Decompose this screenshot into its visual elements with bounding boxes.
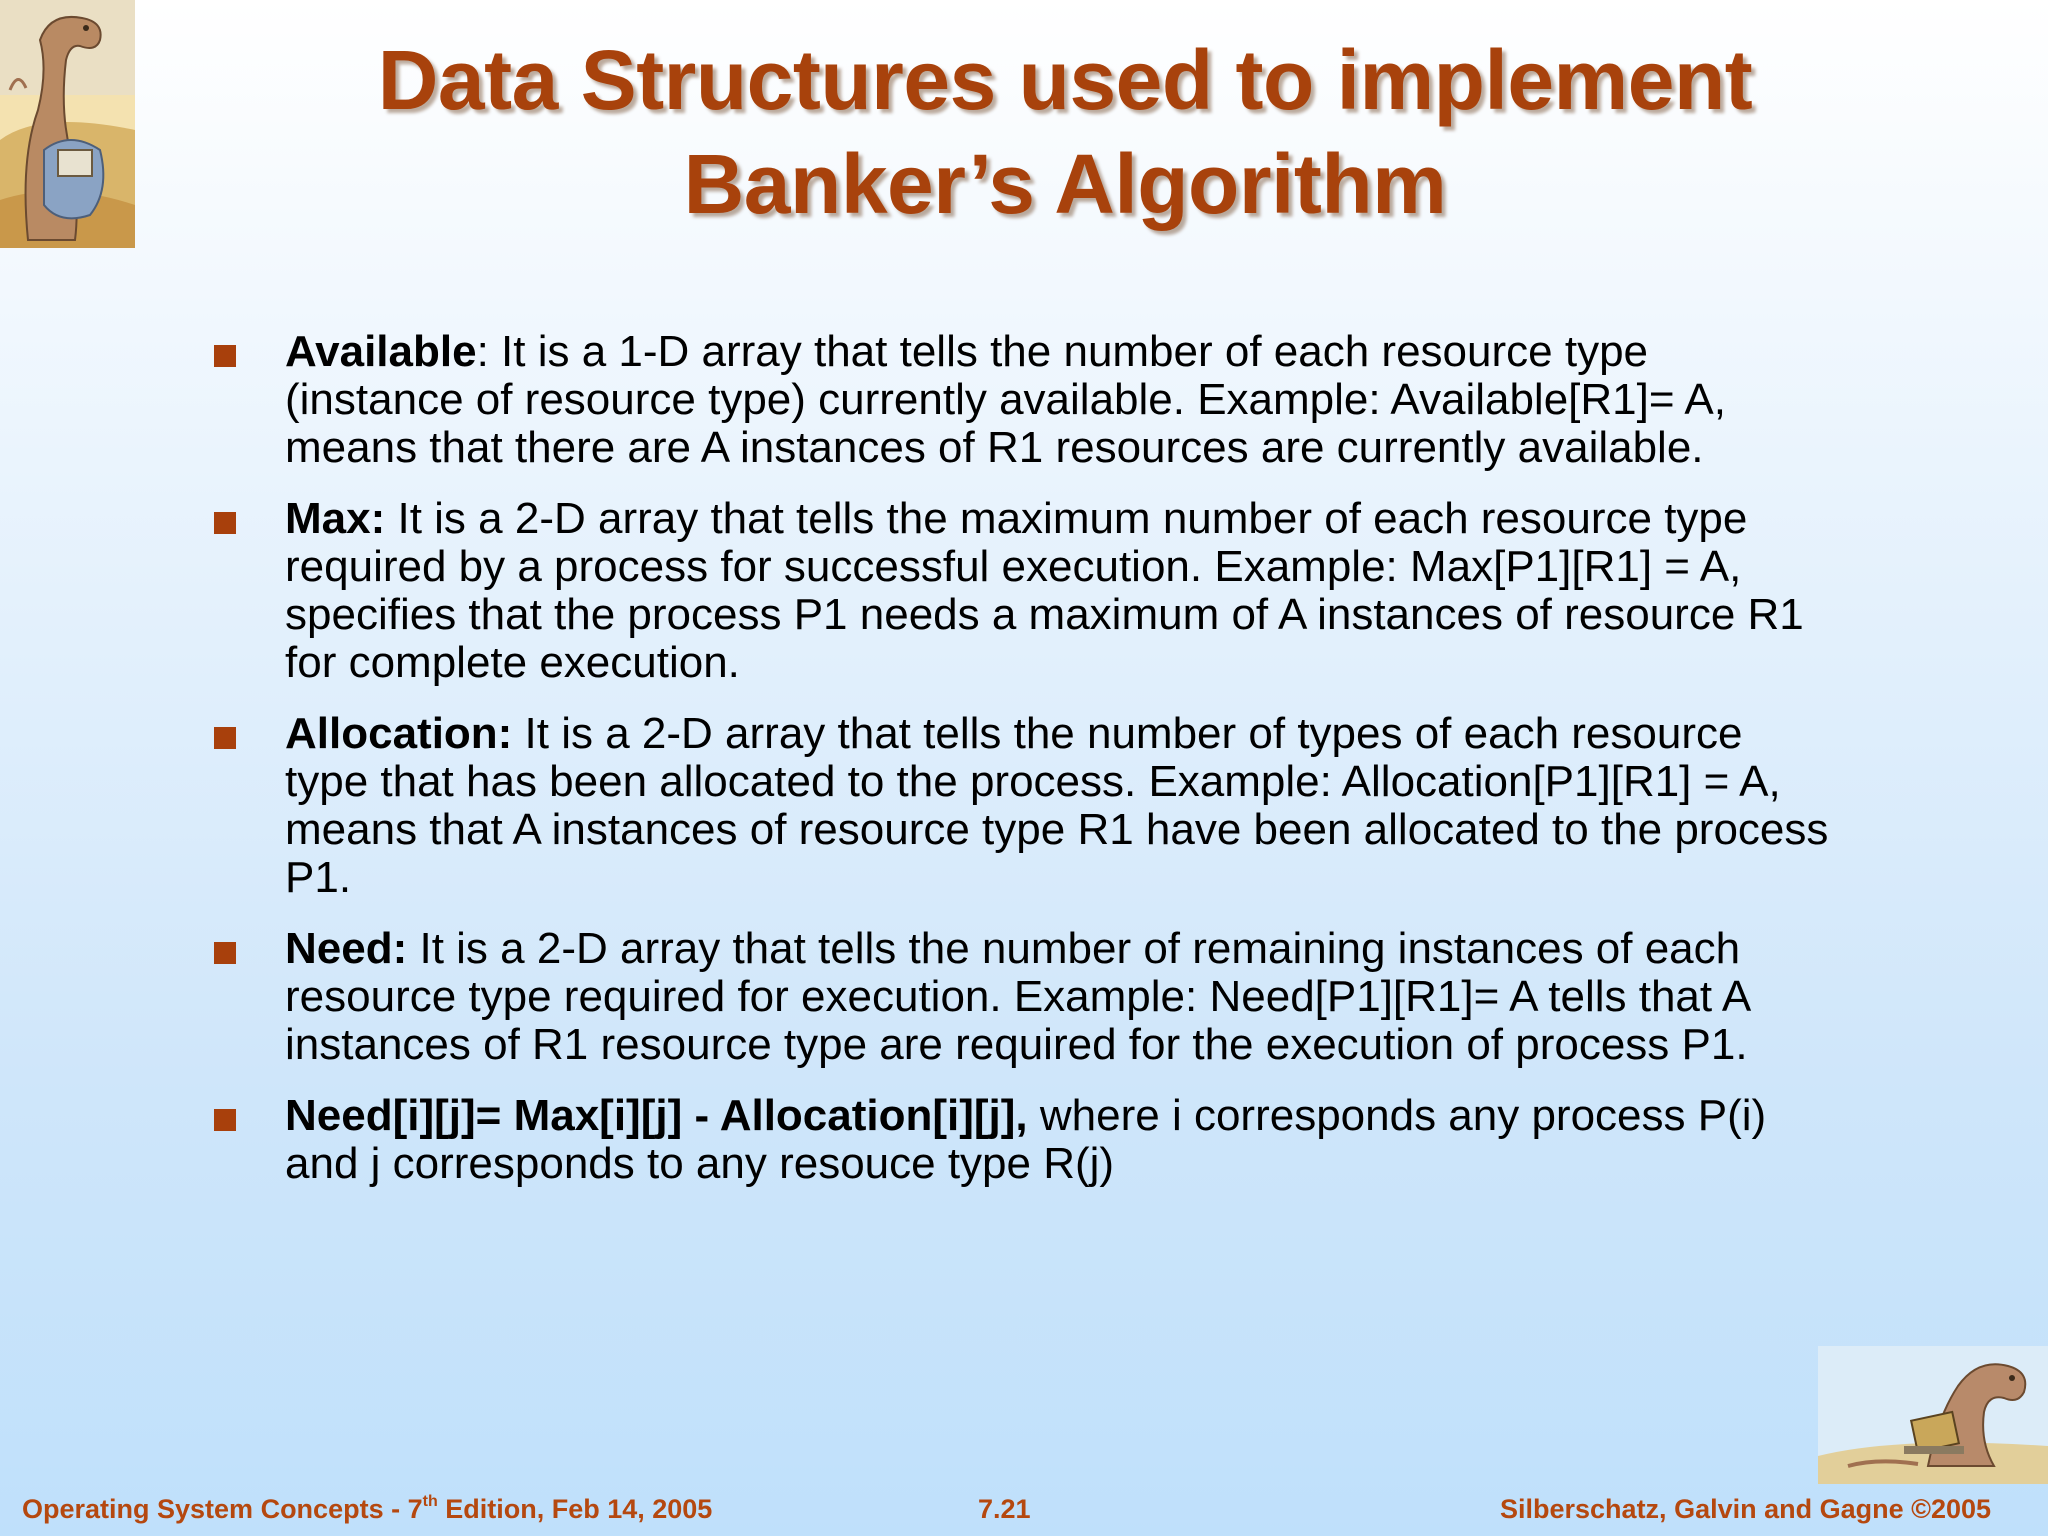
bullet-allocation — [210, 710, 1830, 902]
slide-title-line-1: Data Structures used to implement — [377, 33, 1753, 127]
square-bullet-icon — [214, 1109, 236, 1131]
bullet-text: It is a 2-D array that tells the number of types of each resource type that has been allocated to the process. Example: Allocation[P1][R1] = A, means that A instances of resource type R1 have been allocated to the process P1. — [285, 709, 1829, 902]
bullet-term: Allocation: — [285, 709, 513, 758]
bullet-available — [210, 328, 1830, 472]
bullet-max — [210, 495, 1830, 687]
footer-authors: Silberschatz, Galvin and Gagne ©2005 — [1500, 1494, 1992, 1524]
bullet-text: It is a 2-D array that tells the maximum number of each resource type required by a process for successful execution. Example: Max[P1][R1] = A, specifies that the process P1 needs a maximum of A instances of resource R1 for complete execution. — [285, 494, 1804, 687]
footer-page-number: 7.21 — [978, 1494, 1031, 1524]
bullet-text: : It is a 1-D array that tells the number of each resource type (instance of resource type) currently available. Example: Available[R1]= A, means that there are A instances of R1 resources are currently available. — [285, 327, 1726, 472]
footer-book-superscript: th — [422, 1493, 438, 1510]
slide-title — [200, 28, 1930, 236]
bullet-need — [210, 925, 1830, 1069]
bullet-text: where i corresponds any process P(i) and j corresponds to any resouce type R(j) — [285, 1091, 1767, 1188]
bullet-term: Need[i][j]= Max[i][j] - Allocation[i][j], — [285, 1091, 1028, 1140]
dinosaur-reading-icon — [0, 0, 135, 248]
dinosaur-laptop-icon — [1818, 1346, 2048, 1484]
square-bullet-icon — [214, 512, 236, 534]
footer-book-suffix: Edition, Feb 14, 2005 — [437, 1494, 713, 1524]
footer-book-info — [22, 1493, 712, 1525]
square-bullet-icon — [214, 942, 236, 964]
square-bullet-icon — [214, 727, 236, 749]
bullet-need-formula — [210, 1092, 1830, 1188]
bullet-term: Need: — [285, 924, 408, 973]
square-bullet-icon — [214, 345, 236, 367]
footer-book-prefix: Operating System Concepts - 7 — [22, 1494, 423, 1524]
bullet-text: It is a 2-D array that tells the number of remaining instances of each resource type required for execution. Example: Need[P1][R1]= A tells that A instances of R1 resource type are required for the execution of process P1. — [285, 924, 1749, 1069]
slide-title-line-2: Banker’s Algorithm — [683, 137, 1447, 231]
bullet-term: Max: — [285, 494, 386, 543]
bullet-term: Available — [285, 327, 477, 376]
bullet-list — [210, 328, 1830, 1211]
